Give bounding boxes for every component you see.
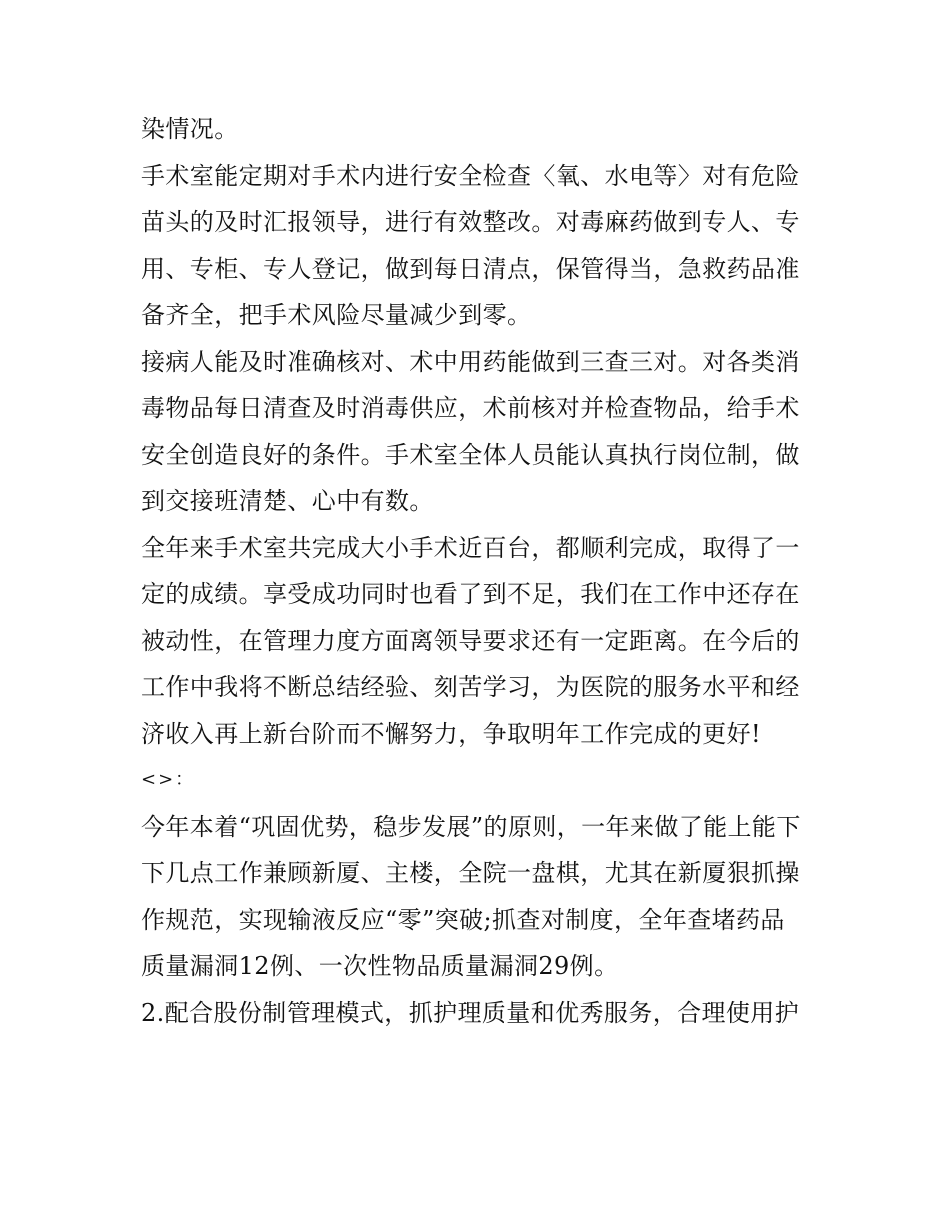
- text-line: 被动性，在管理力度方面离领导要求还有一定距离。在今后的: [141, 626, 800, 655]
- text-line: 接病人能及时准确核对、术中用药能做到三查三对。对各类消: [141, 347, 800, 376]
- text-line: 作规范，实现输液反应“零”突破;抓查对制度，全年查堵药品: [141, 905, 785, 934]
- text-line: 定的成绩。享受成功同时也看了到不足，我们在工作中还存在: [141, 580, 800, 608]
- text-line: 济收入再上新台阶而不懈努力，争取明年工作完成的更好!: [141, 719, 762, 748]
- body-text: [141, 106, 811, 1036]
- text-line: 苗头的及时汇报领导，进行有效整改。对毒麻药做到专人、专: [141, 208, 800, 236]
- text-line: 手术室能定期对手术内进行安全检查〈氧、水电等〉对有危险: [141, 161, 800, 190]
- text-line: 到交接班清楚、心中有数。: [141, 487, 434, 515]
- text-line: 下几点工作兼顾新厦、主楼，全院一盘棋，尤其在新厦狠抓操: [141, 859, 800, 887]
- text-line: 毒物品每日清查及时消毒供应，术前核对并检查物品，给手术: [141, 394, 800, 422]
- text-line: 今年本着“巩固优势，稳步发展”的原则，一年来做了能上能下: [141, 812, 801, 841]
- text-line: 用、专柜、专人登记，做到每日清点，保管得当，急救药品准: [141, 254, 800, 283]
- section-marker: <>：: [141, 769, 196, 790]
- text-line: 安全创造良好的条件。手术室全体人员能认真执行岗位制，做: [141, 440, 800, 469]
- text-line: 染情况。: [141, 115, 239, 143]
- text-line: 工作中我将不断总结经验、刻苦学习，为医院的服务水平和经: [141, 673, 800, 701]
- text-line: 全年来手术室共完成大小手术近百台，都顺利完成，取得了一: [141, 533, 800, 562]
- text-line: 2.配合股份制管理模式，抓护理质量和优秀服务，合理使用护: [141, 998, 800, 1027]
- text-line: 质量漏洞12例、一次性物品质量漏洞29例。: [141, 952, 619, 980]
- text-line: 备齐全，把手术风险尽量减少到零。: [141, 301, 532, 329]
